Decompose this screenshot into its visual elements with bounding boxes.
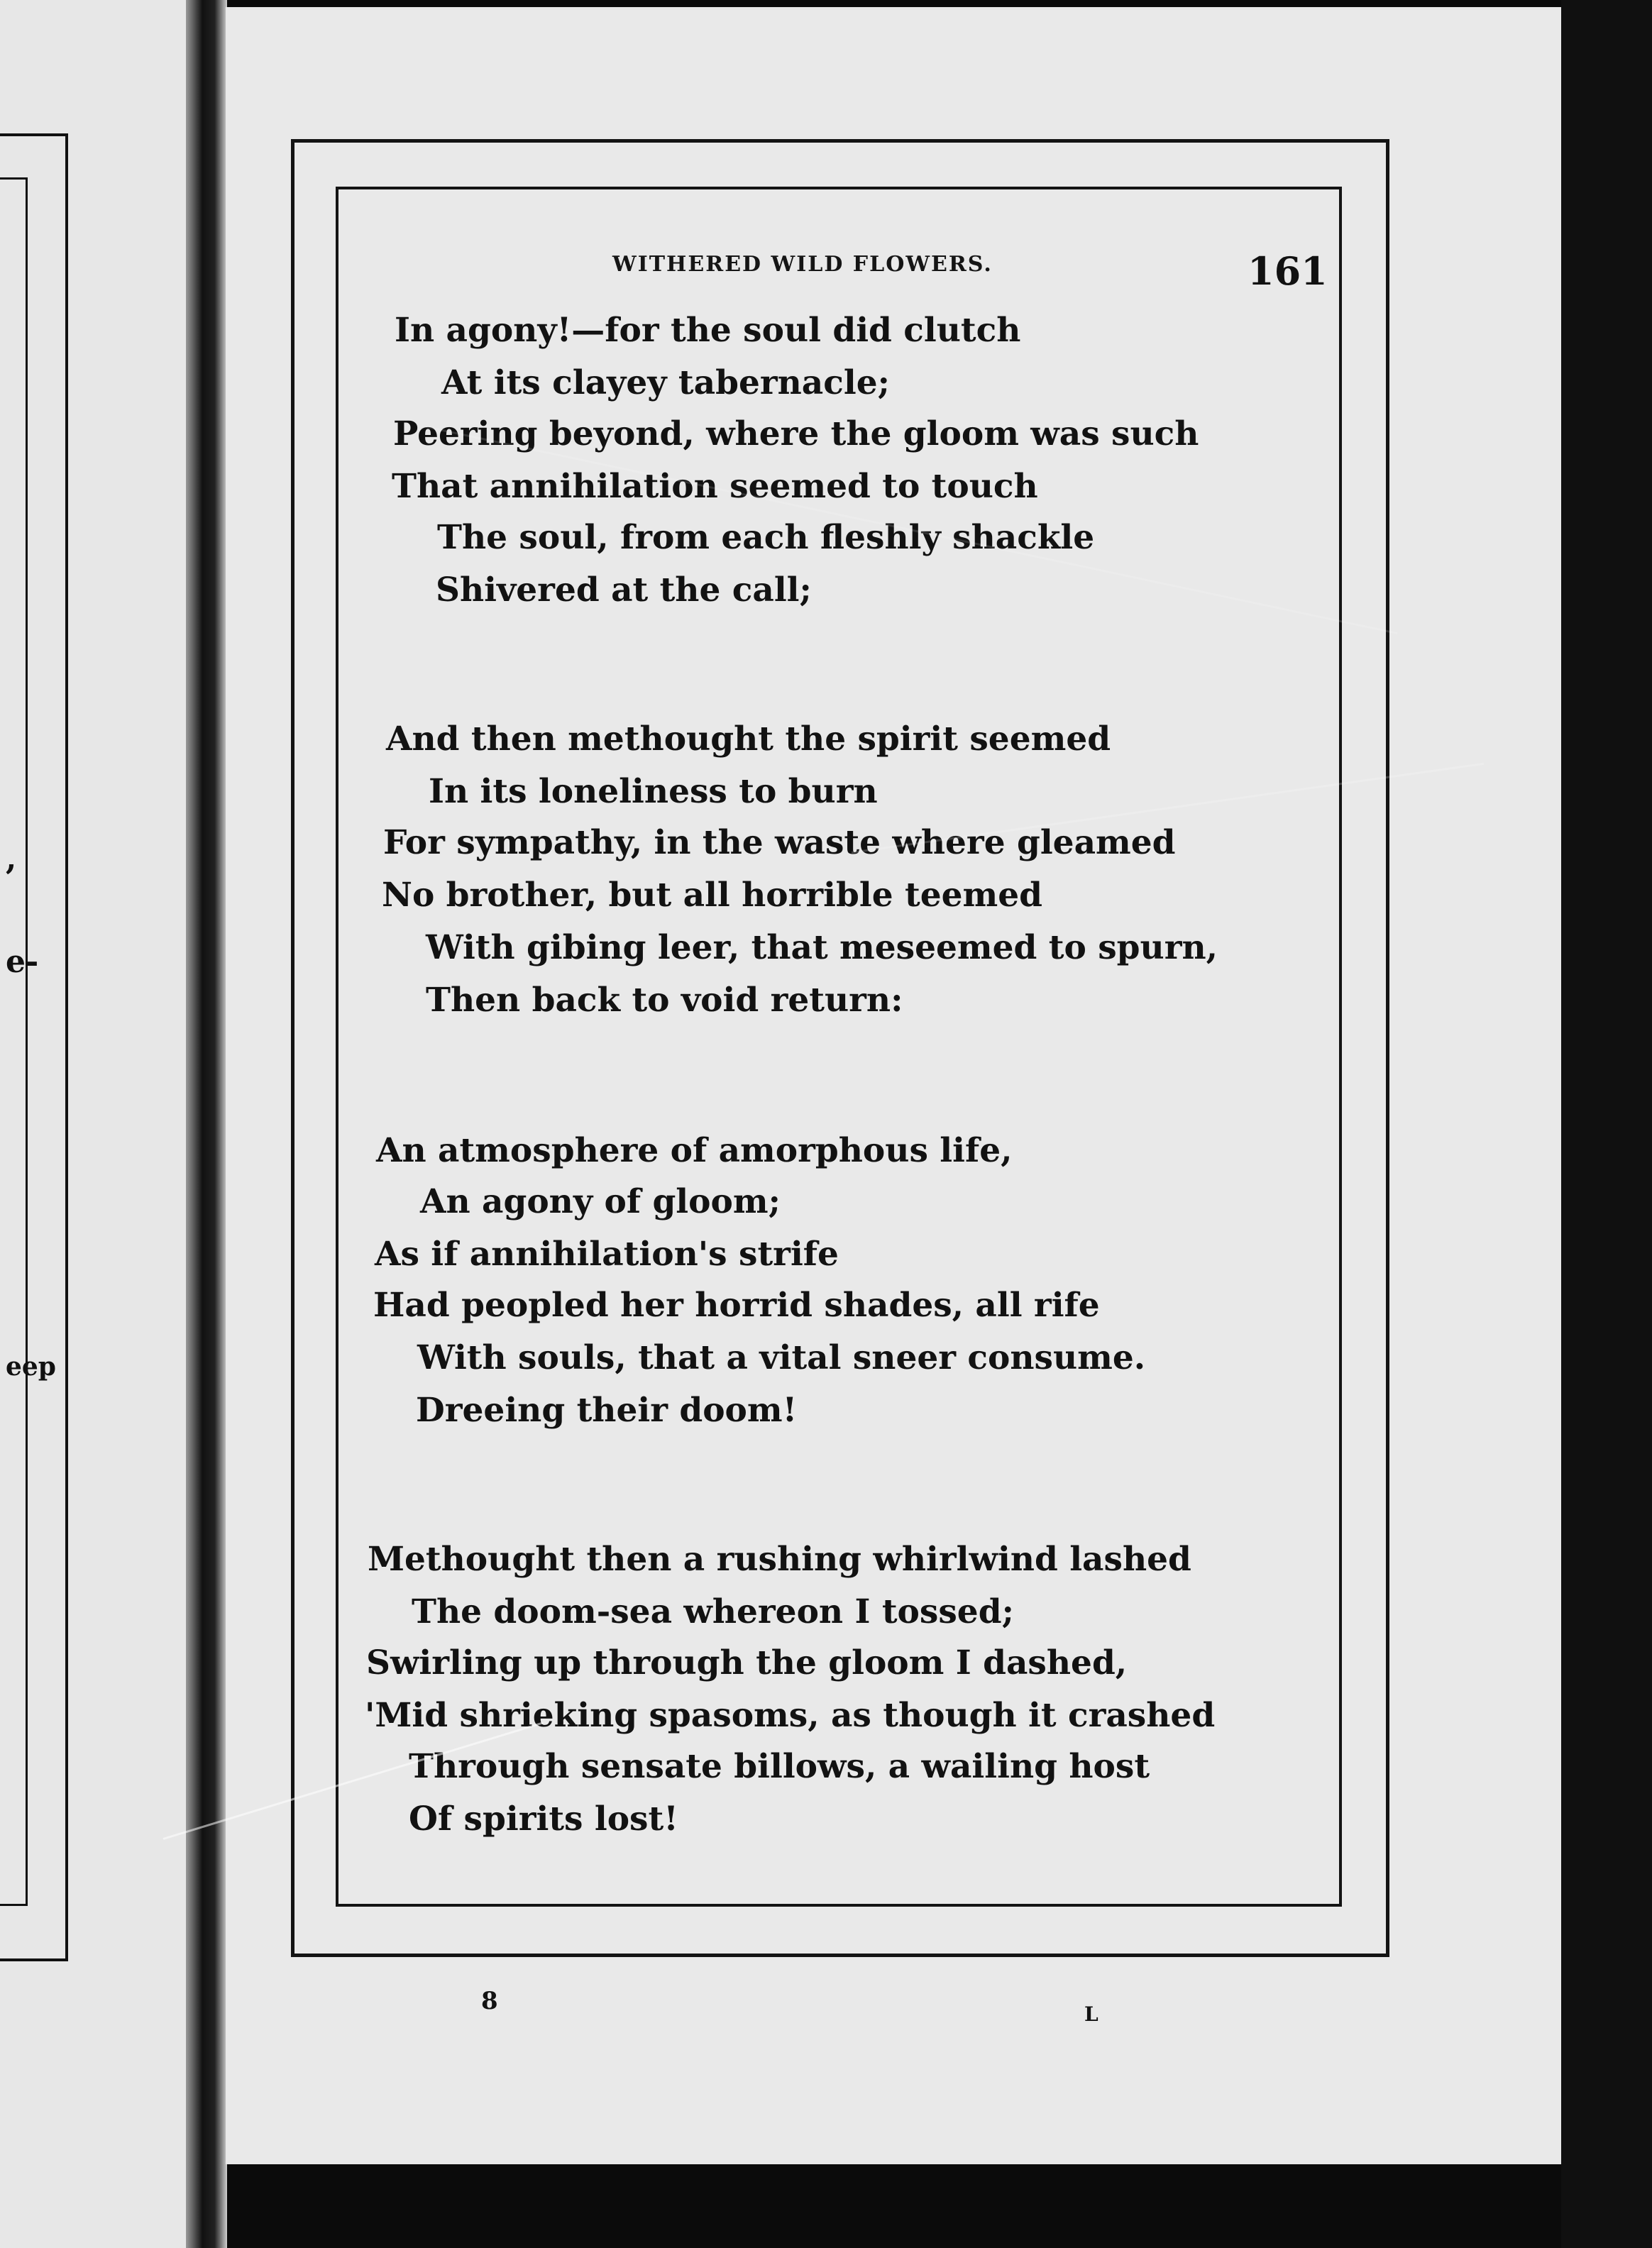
- poem-line: In its loneliness to burn: [429, 772, 878, 811]
- poem-line: An agony of gloom;: [420, 1182, 781, 1221]
- poem-line: 'Mid shrieking spasoms, as though it crashed: [365, 1696, 1216, 1735]
- poem-line: Dreeing their doom!: [416, 1391, 798, 1430]
- poem-line: No brother, but all horrible teemed: [382, 876, 1043, 915]
- poem-line: Then back to void return:: [426, 981, 903, 1020]
- poem-line: Methought then a rushing whirlwind lashed: [368, 1540, 1191, 1579]
- poem-line: As if annihilation's strife: [375, 1235, 839, 1274]
- left-page-inner-border: [0, 177, 28, 1906]
- poem-line: For sympathy, in the waste where gleamed: [383, 823, 1176, 862]
- left-page-fragment: eep: [6, 1352, 56, 1382]
- book-gutter: [186, 0, 227, 2248]
- poem-line: Of spirits lost!: [409, 1800, 678, 1839]
- poem-line: Had peopled her horrid shades, all rife: [373, 1286, 1100, 1325]
- left-page-fragment: e-: [6, 944, 39, 980]
- left-page-fragment: ,: [6, 841, 17, 877]
- poem-line: The soul, from each fleshly shackle: [437, 518, 1095, 557]
- facing-page-left: [0, 0, 202, 2248]
- page-edge-shadow: [1561, 0, 1652, 2248]
- poem-line: An atmosphere of amorphous life,: [376, 1131, 1013, 1170]
- page-number: 161: [1248, 248, 1328, 294]
- signature-mark: 8: [481, 1987, 498, 2015]
- poem-line: At its clayey tabernacle;: [441, 363, 890, 402]
- poem-line: Swirling up through the gloom I dashed,: [366, 1643, 1128, 1682]
- poem-line: And then methought the spirit seemed: [386, 720, 1111, 759]
- poem-line: Through sensate billows, a wailing host: [409, 1747, 1150, 1786]
- poem: [226, 7, 1588, 2164]
- poem-line: In agony!—for the soul did clutch: [395, 311, 1021, 350]
- poem-line: Peering beyond, where the gloom was such: [393, 414, 1199, 453]
- poem-line: With gibing leer, that meseemed to spurn,: [426, 928, 1218, 967]
- poem-line: Shivered at the call;: [436, 571, 812, 610]
- poem-line: The doom-sea whereon I tossed;: [412, 1592, 1014, 1631]
- poem-line: That annihilation seemed to touch: [392, 467, 1038, 506]
- running-head: WITHERED WILD FLOWERS.: [612, 252, 993, 277]
- poem-line: With souls, that a vital sneer consume.: [417, 1338, 1146, 1377]
- book-page: [226, 7, 1588, 2164]
- signature-mark: L: [1084, 2002, 1098, 2026]
